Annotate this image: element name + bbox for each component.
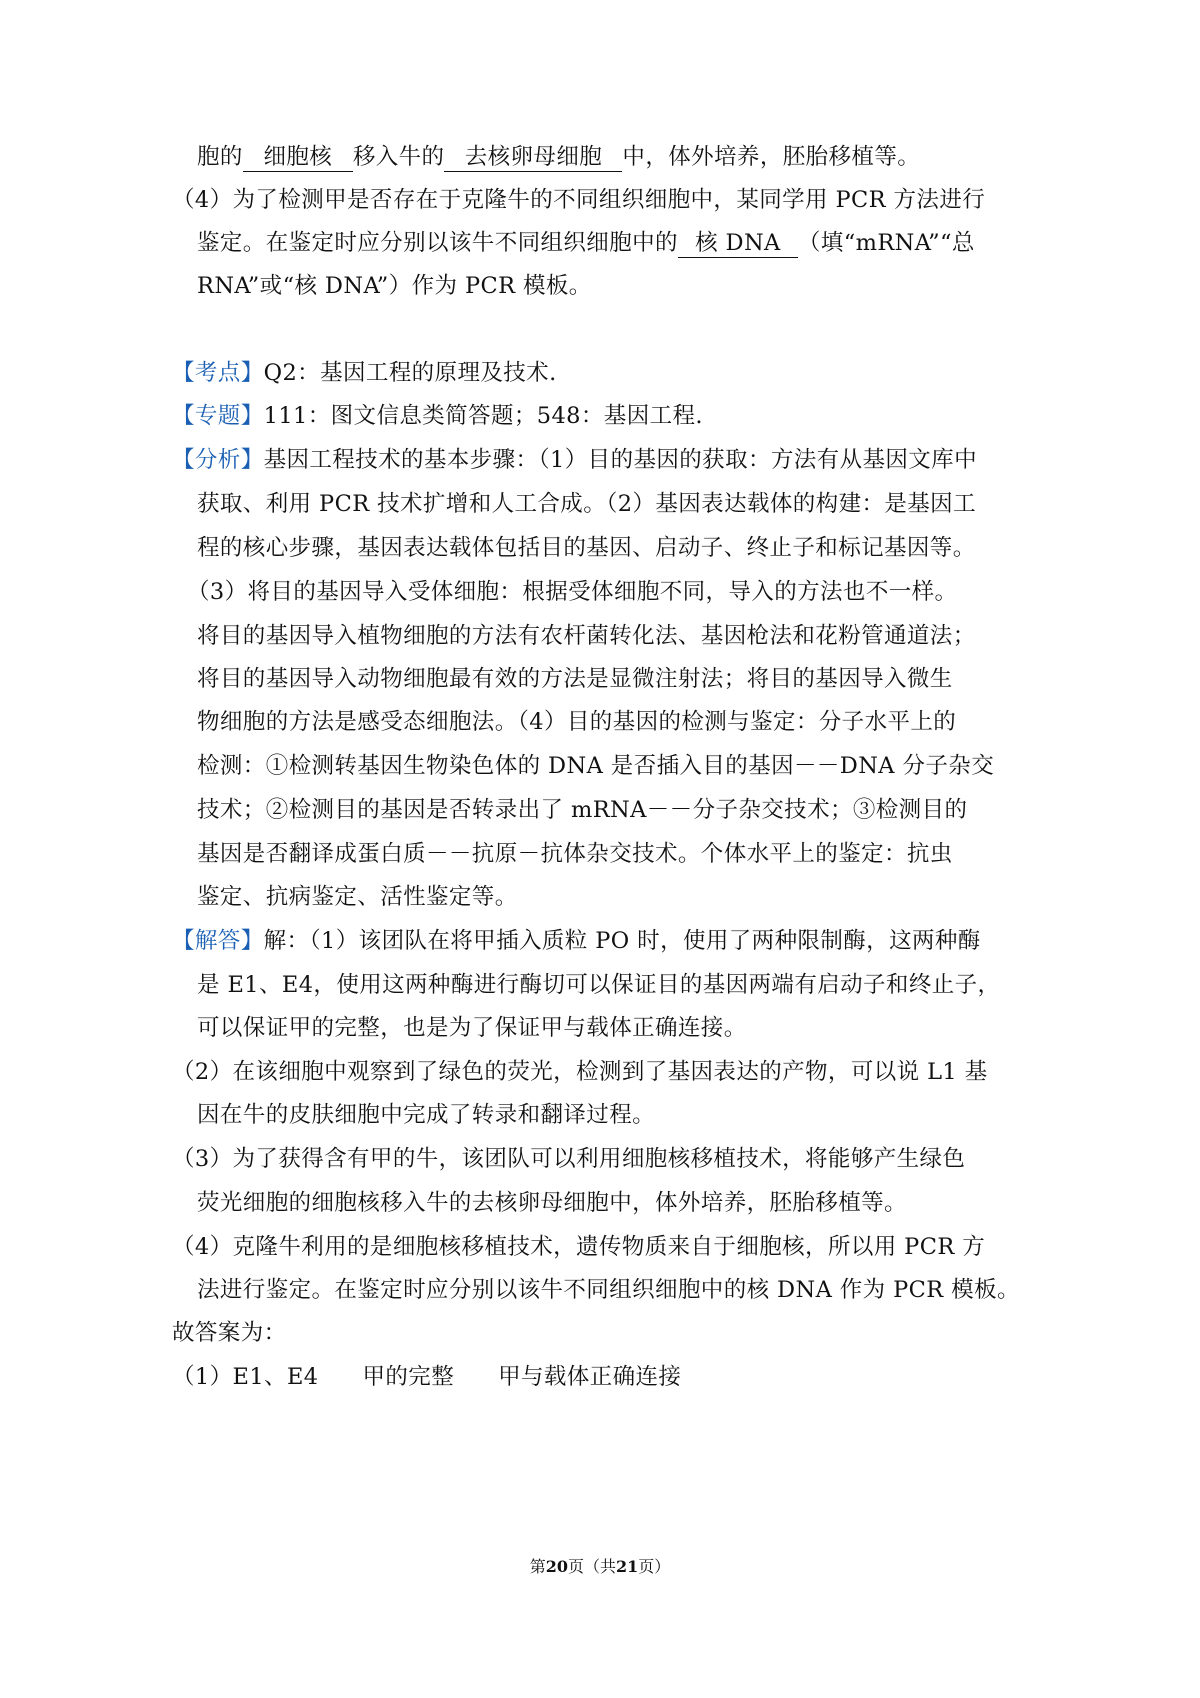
final-answer-label: （1）E1、E4 [172,1364,319,1390]
part4-line-3: RNA”或“核 DNA”）作为 PCR 模板。 [197,273,592,299]
jieda-line: （2）在该细胞中观察到了绿色的荧光，检测到了基因表达的产物，可以说 L1 基 [172,1059,988,1085]
fenxi-line: 鉴定、抗病鉴定、活性鉴定等。 [197,884,518,910]
fenxi-line: （3）将目的基因导入受体细胞：根据受体细胞不同，导入的方法也不一样。 [187,579,958,605]
fenxi-line: 基因工程技术的基本步骤：（1）目的基因的获取：方法有从基因文库中 [263,447,977,473]
zhuanti-text: 111：图文信息类简答题；548：基因工程. [263,403,703,429]
jieda-tag: 【解答】 [172,928,264,954]
fenxi-tag: 【分析】 [172,447,264,473]
answer-blank-nucleus: 细胞核 [243,143,353,172]
zhuanti-section [172,396,703,436]
jieda-line: （4）克隆牛利用的是细胞核移植技术，遗传物质来自于细胞核，所以用 PCR 方 [172,1234,986,1260]
page-number: 20 [545,1557,568,1576]
answer-blank-oocyte: 去核卵母细胞 [444,143,622,172]
jieda-line: 是 E1、E4，使用这两种酶进行酶切可以保证目的基因两端有启动子和终止子， [197,972,1001,998]
total-pages: 21 [616,1557,639,1576]
part3-suffix: 中，体外培养，胚胎移植等。 [622,144,921,170]
footer-text: 第 [529,1557,546,1576]
fenxi-line: 检测：①检测转基因生物染色体的 DNA 是否插入目的基因－－DNA 分子杂交 [197,753,995,779]
jieda-line: 故答案为： [172,1320,287,1346]
final-answer-item: 甲与载体正确连接 [498,1364,682,1390]
jieda-line: 可以保证甲的完整，也是为了保证甲与载体正确连接。 [197,1015,747,1041]
jieda-line: 荧光细胞的细胞核移入牛的去核卵母细胞中，体外培养，胚胎移植等。 [197,1190,907,1216]
jieda-line: 因在牛的皮肤细胞中完成了转录和翻译过程。 [197,1102,656,1128]
final-answer-item: 甲的完整 [362,1364,455,1390]
fenxi-line: 技术；②检测目的基因是否转录出了 mRNA－－分子杂交技术；③检测目的 [197,797,968,823]
kaodian-section [172,353,557,393]
part3-answer-line [197,137,920,177]
fenxi-line: 将目的基因导入植物细胞的方法有农杆菌转化法、基因枪法和花粉管通道法； [197,623,976,649]
answer-blank-nuclear-dna: 核 DNA [678,229,798,258]
footer-text: 页（共 [567,1557,616,1576]
page-footer [0,1555,1200,1579]
kaodian-text: Q2：基因工程的原理及技术. [263,360,557,386]
part4-line2-suffix: （填“mRNA”“总 [797,230,975,256]
part4-line-2 [197,223,975,263]
zhuanti-tag: 【专题】 [172,403,264,429]
fenxi-section [172,440,977,480]
part3-middle: 移入牛的 [352,144,445,170]
part4-line2-prefix: 鉴定。在鉴定时应分别以该牛不同组织细胞中的 [197,230,678,256]
fenxi-line: 物细胞的方法是感受态细胞法。（4）目的基因的检测与鉴定：分子水平上的 [197,709,957,735]
jieda-line: 解：（1）该团队在将甲插入质粒 PO 时，使用了两种限制酶，这两种酶 [263,928,981,954]
part3-prefix: 胞的 [197,144,243,170]
kaodian-tag: 【考点】 [172,360,264,386]
footer-text: 页） [638,1557,671,1576]
fenxi-line: 将目的基因导入动物细胞最有效的方法是显微注射法；将目的基因导入微生 [197,666,953,692]
fenxi-line: 程的核心步骤，基因表达载体包括目的基因、启动子、终止子和标记基因等。 [197,535,976,561]
part4-line-1: （4）为了检测甲是否存在于克隆牛的不同组织细胞中，某同学用 PCR 方法进行 [172,187,986,213]
fenxi-line: 基因是否翻译成蛋白质－－抗原－抗体杂交技术。个体水平上的鉴定：抗虫 [197,841,953,867]
final-answer-line [172,1357,681,1397]
fenxi-line: 获取、利用 PCR 技术扩增和人工合成。（2）基因表达载体的构建：是基因工 [197,491,976,517]
jieda-line: （3）为了获得含有甲的牛，该团队可以利用细胞核移植技术，将能够产生绿色 [172,1146,966,1172]
jieda-section [172,921,981,961]
jieda-line: 法进行鉴定。在鉴定时应分别以该牛不同组织细胞中的核 DNA 作为 PCR 模板。 [197,1277,1020,1303]
